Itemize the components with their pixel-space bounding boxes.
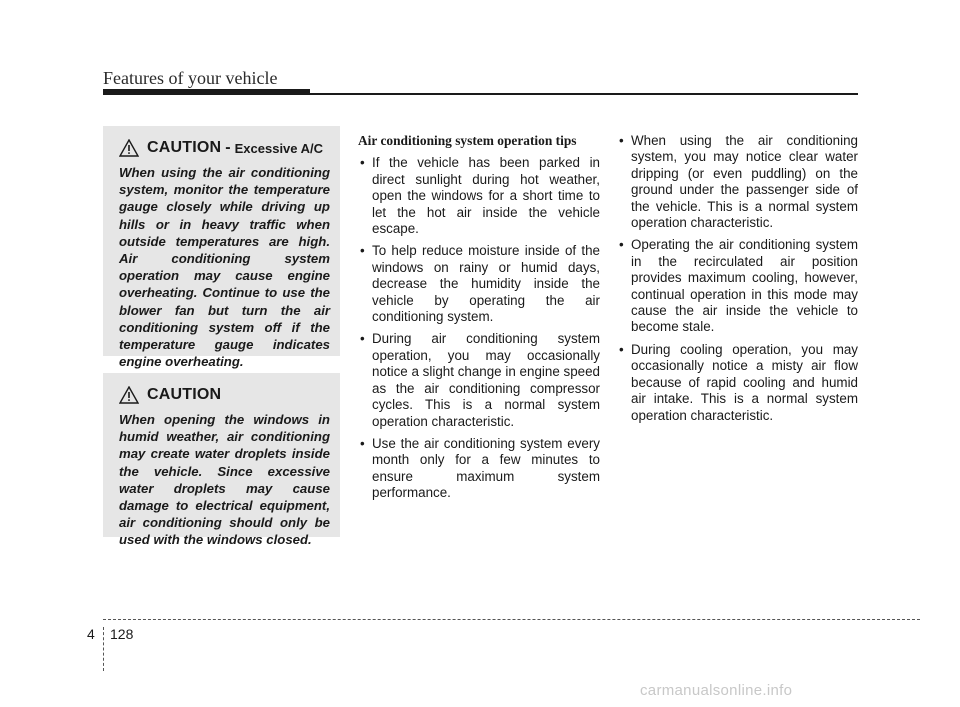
footer-rule	[103, 619, 920, 620]
watermark: carmanualsonline.info	[640, 682, 793, 699]
list-item-text: During cooling operation, you may occasionally notice a misty air flow because of rapid cooling and humid air intake. This is a normal system operation characteristic.	[631, 341, 858, 423]
list-item	[617, 133, 858, 231]
bullet-dot: •	[360, 243, 365, 259]
caution-dash: -	[225, 139, 231, 156]
caution-box-humid-weather	[103, 373, 340, 548]
bullet-dot: •	[619, 133, 624, 148]
footer-vertical-rule	[103, 627, 104, 671]
tips-column-left	[358, 133, 600, 508]
tips-list-right	[617, 133, 858, 424]
caution-label: CAUTION	[147, 386, 222, 403]
list-item	[617, 237, 858, 335]
list-item-text: When using the air conditioning system, you may notice clear water dripping (or even puddling) on the ground under the passenger side of the vehicle. This is a normal system operation characteristic.	[631, 133, 858, 231]
page-number: 128	[110, 626, 134, 642]
list-item	[358, 155, 600, 237]
list-item	[358, 331, 600, 429]
bullet-dot: •	[619, 237, 624, 253]
tips-list-left	[358, 155, 600, 501]
list-item-text: Operating the air conditioning system in the recirculated air position provides maximum cooling, however, continual operation in this mode may cause the air inside the vehicle to become stale.	[631, 237, 858, 335]
section-number: 4	[87, 626, 95, 642]
caution-heading	[117, 383, 330, 407]
tips-section-title: Air conditioning system operation tips	[358, 133, 577, 148]
warning-triangle-icon	[119, 139, 139, 157]
page-header-title: Features of your vehicle	[103, 68, 278, 88]
list-item-text: To help reduce moisture inside of the windows on rainy or humid days, decrease the humidity inside the vehicle by operating the air conditioning system.	[372, 243, 600, 325]
bullet-dot: •	[360, 435, 365, 451]
caution-subtitle: Excessive A/C	[234, 140, 324, 156]
list-item	[358, 436, 600, 502]
caution-label: CAUTION	[147, 139, 222, 156]
bullet-dot: •	[619, 341, 624, 357]
list-item-text: If the vehicle has been parked in direct sunlight during hot weather, open the windows for a short time to let the hot air inside the vehicle escape.	[372, 155, 600, 237]
bullet-dot: •	[360, 331, 365, 347]
list-item	[617, 342, 858, 424]
caution-text: When using the air conditioning system, monitor the temperature gauge closely while driving up hills or in heavy traffic when outside temperatures are high. Air conditioning system operation may cause engine overheating. Continue to use the blower fan but turn the air conditioning system off if the temperature gauge indicates engine overheating.	[119, 165, 330, 370]
list-item-text: Use the air conditioning system every month only for a few minutes to ensure maximum system performance.	[372, 435, 600, 501]
header-rule-thin	[310, 93, 858, 95]
header-rule-thick	[103, 89, 310, 95]
list-item	[358, 243, 600, 325]
caution-box-excessive-ac	[103, 126, 340, 370]
list-item-text: During air conditioning system operation, you may occasionally notice a slight change in engine speed as the air conditioning compressor cycles. This is a normal system operation characteristic.	[372, 331, 600, 429]
caution-text: When opening the windows in humid weather, air conditioning may create water droplets inside the vehicle. Since excessive water droplets may cause damage to electrical equipment, air conditioning should only be used with the windows closed.	[119, 412, 330, 548]
tips-column-right	[617, 133, 858, 430]
caution-heading	[117, 136, 330, 160]
bullet-dot: •	[360, 155, 365, 171]
warning-triangle-icon	[119, 386, 139, 404]
